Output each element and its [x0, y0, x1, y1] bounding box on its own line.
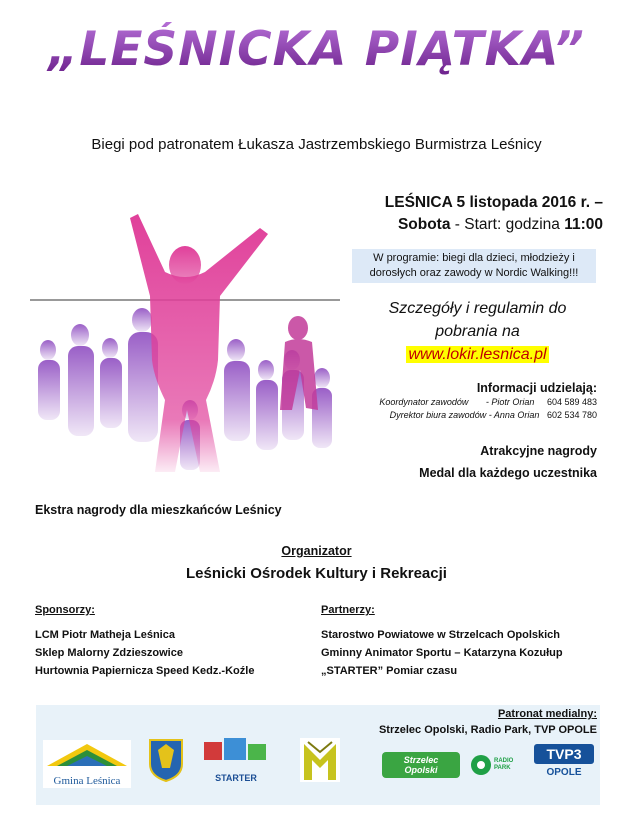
patronage-line: Biegi pod patronatem Łukasza Jastrzembskiego Burmistrza Leśnicy: [91, 136, 542, 153]
contact-phone: 604 589 483: [546, 397, 597, 407]
lokir-logo-icon: [300, 738, 340, 782]
details-line-1: Szczegóły i regulamin do: [388, 300, 567, 317]
program-box: W programie: biegi dla dzieci, młodzieży i dorosłych oraz zawody w Nordic Walking!!!: [352, 249, 596, 283]
strzelec-logo: [382, 752, 460, 778]
radio-icon: [470, 754, 492, 776]
prizes: [419, 440, 597, 484]
media-names: Strzelec Opolski, Radio Park, TVP OPOLE: [378, 724, 597, 736]
gmina-logo-text: Gmina Leśnica: [53, 775, 121, 787]
radio-park-logo: [470, 748, 522, 782]
event-start-time: 11:00: [564, 216, 603, 233]
event-place-date: LEŚNICA 5 listopada 2016 r. –: [384, 194, 603, 211]
contact-person: - Anna Orian: [488, 410, 540, 420]
partner-item: Starostwo Powiatowe w Strzelcach Opolskich: [321, 629, 561, 641]
runners-illustration: [30, 210, 340, 480]
contact-role: Koordynator zawodów: [379, 397, 469, 407]
starter-logo-text: STARTER: [215, 773, 257, 783]
details-line-2: pobrania na: [435, 323, 520, 340]
partner-item: Gminny Animator Sportu – Katarzyna Kozułup: [321, 647, 563, 659]
contact-row: [390, 410, 597, 420]
sponsor-item: LCM Piotr Matheja Leśnica: [35, 629, 175, 641]
event-day: Sobota: [397, 216, 451, 233]
mountain-icon: [43, 740, 131, 770]
opole-logo-text: OPOLE: [546, 767, 582, 778]
extra-prizes: Ekstra nagrody dla mieszkańców Leśnicy: [35, 503, 282, 517]
event-info: [313, 192, 603, 236]
prize-line: Medal dla każdego uczestnika: [419, 466, 597, 480]
sponsors-heading: Sponsorzy:: [35, 604, 95, 616]
tvp-opole-logo: [534, 744, 594, 786]
partners-heading: Partnerzy:: [321, 604, 375, 616]
partners-section: [321, 604, 563, 680]
prize-line: Atrakcyjne nagrody: [480, 444, 597, 458]
organizer-name: Leśnicki Ośrodek Kultury i Rekreacji: [186, 565, 447, 582]
sponsor-item: Sklep Malorny Zdzieszowice: [35, 647, 183, 659]
coat-of-arms-icon: [148, 738, 184, 782]
strzelec-logo-text: Strzelec Opolski: [382, 752, 460, 778]
website-link[interactable]: www.lokir.lesnica.pl: [408, 346, 547, 363]
gmina-lesnica-logo: [43, 740, 131, 788]
event-start-label: - Start: godzina: [450, 216, 565, 233]
sponsors-section: [35, 604, 254, 680]
info-heading: Informacji udzielają:: [476, 381, 597, 395]
contact-row: [379, 397, 597, 407]
details-block: [345, 297, 610, 366]
contact-role: Dyrektor biura zawodów: [389, 410, 487, 420]
organizer-heading: Organizator: [281, 544, 352, 558]
starter-logo: [198, 738, 274, 782]
contact-person: - Piotr Orian: [485, 397, 535, 407]
tvp-logo-text: TVP3: [534, 744, 594, 764]
contact-phone: 602 534 780: [546, 410, 597, 420]
radio-logo-text: RADIO PARK: [494, 758, 514, 771]
partner-item: „STARTER” Pomiar czasu: [321, 665, 458, 677]
sponsor-item: Hurtownia Papiernicza Speed Kedz.-Koźle: [35, 665, 255, 677]
starter-icon: [198, 738, 274, 768]
media-heading: Patronat medialny:: [497, 708, 597, 720]
poster-title: „LEŚNICKA PIĄTKA”: [0, 22, 633, 77]
